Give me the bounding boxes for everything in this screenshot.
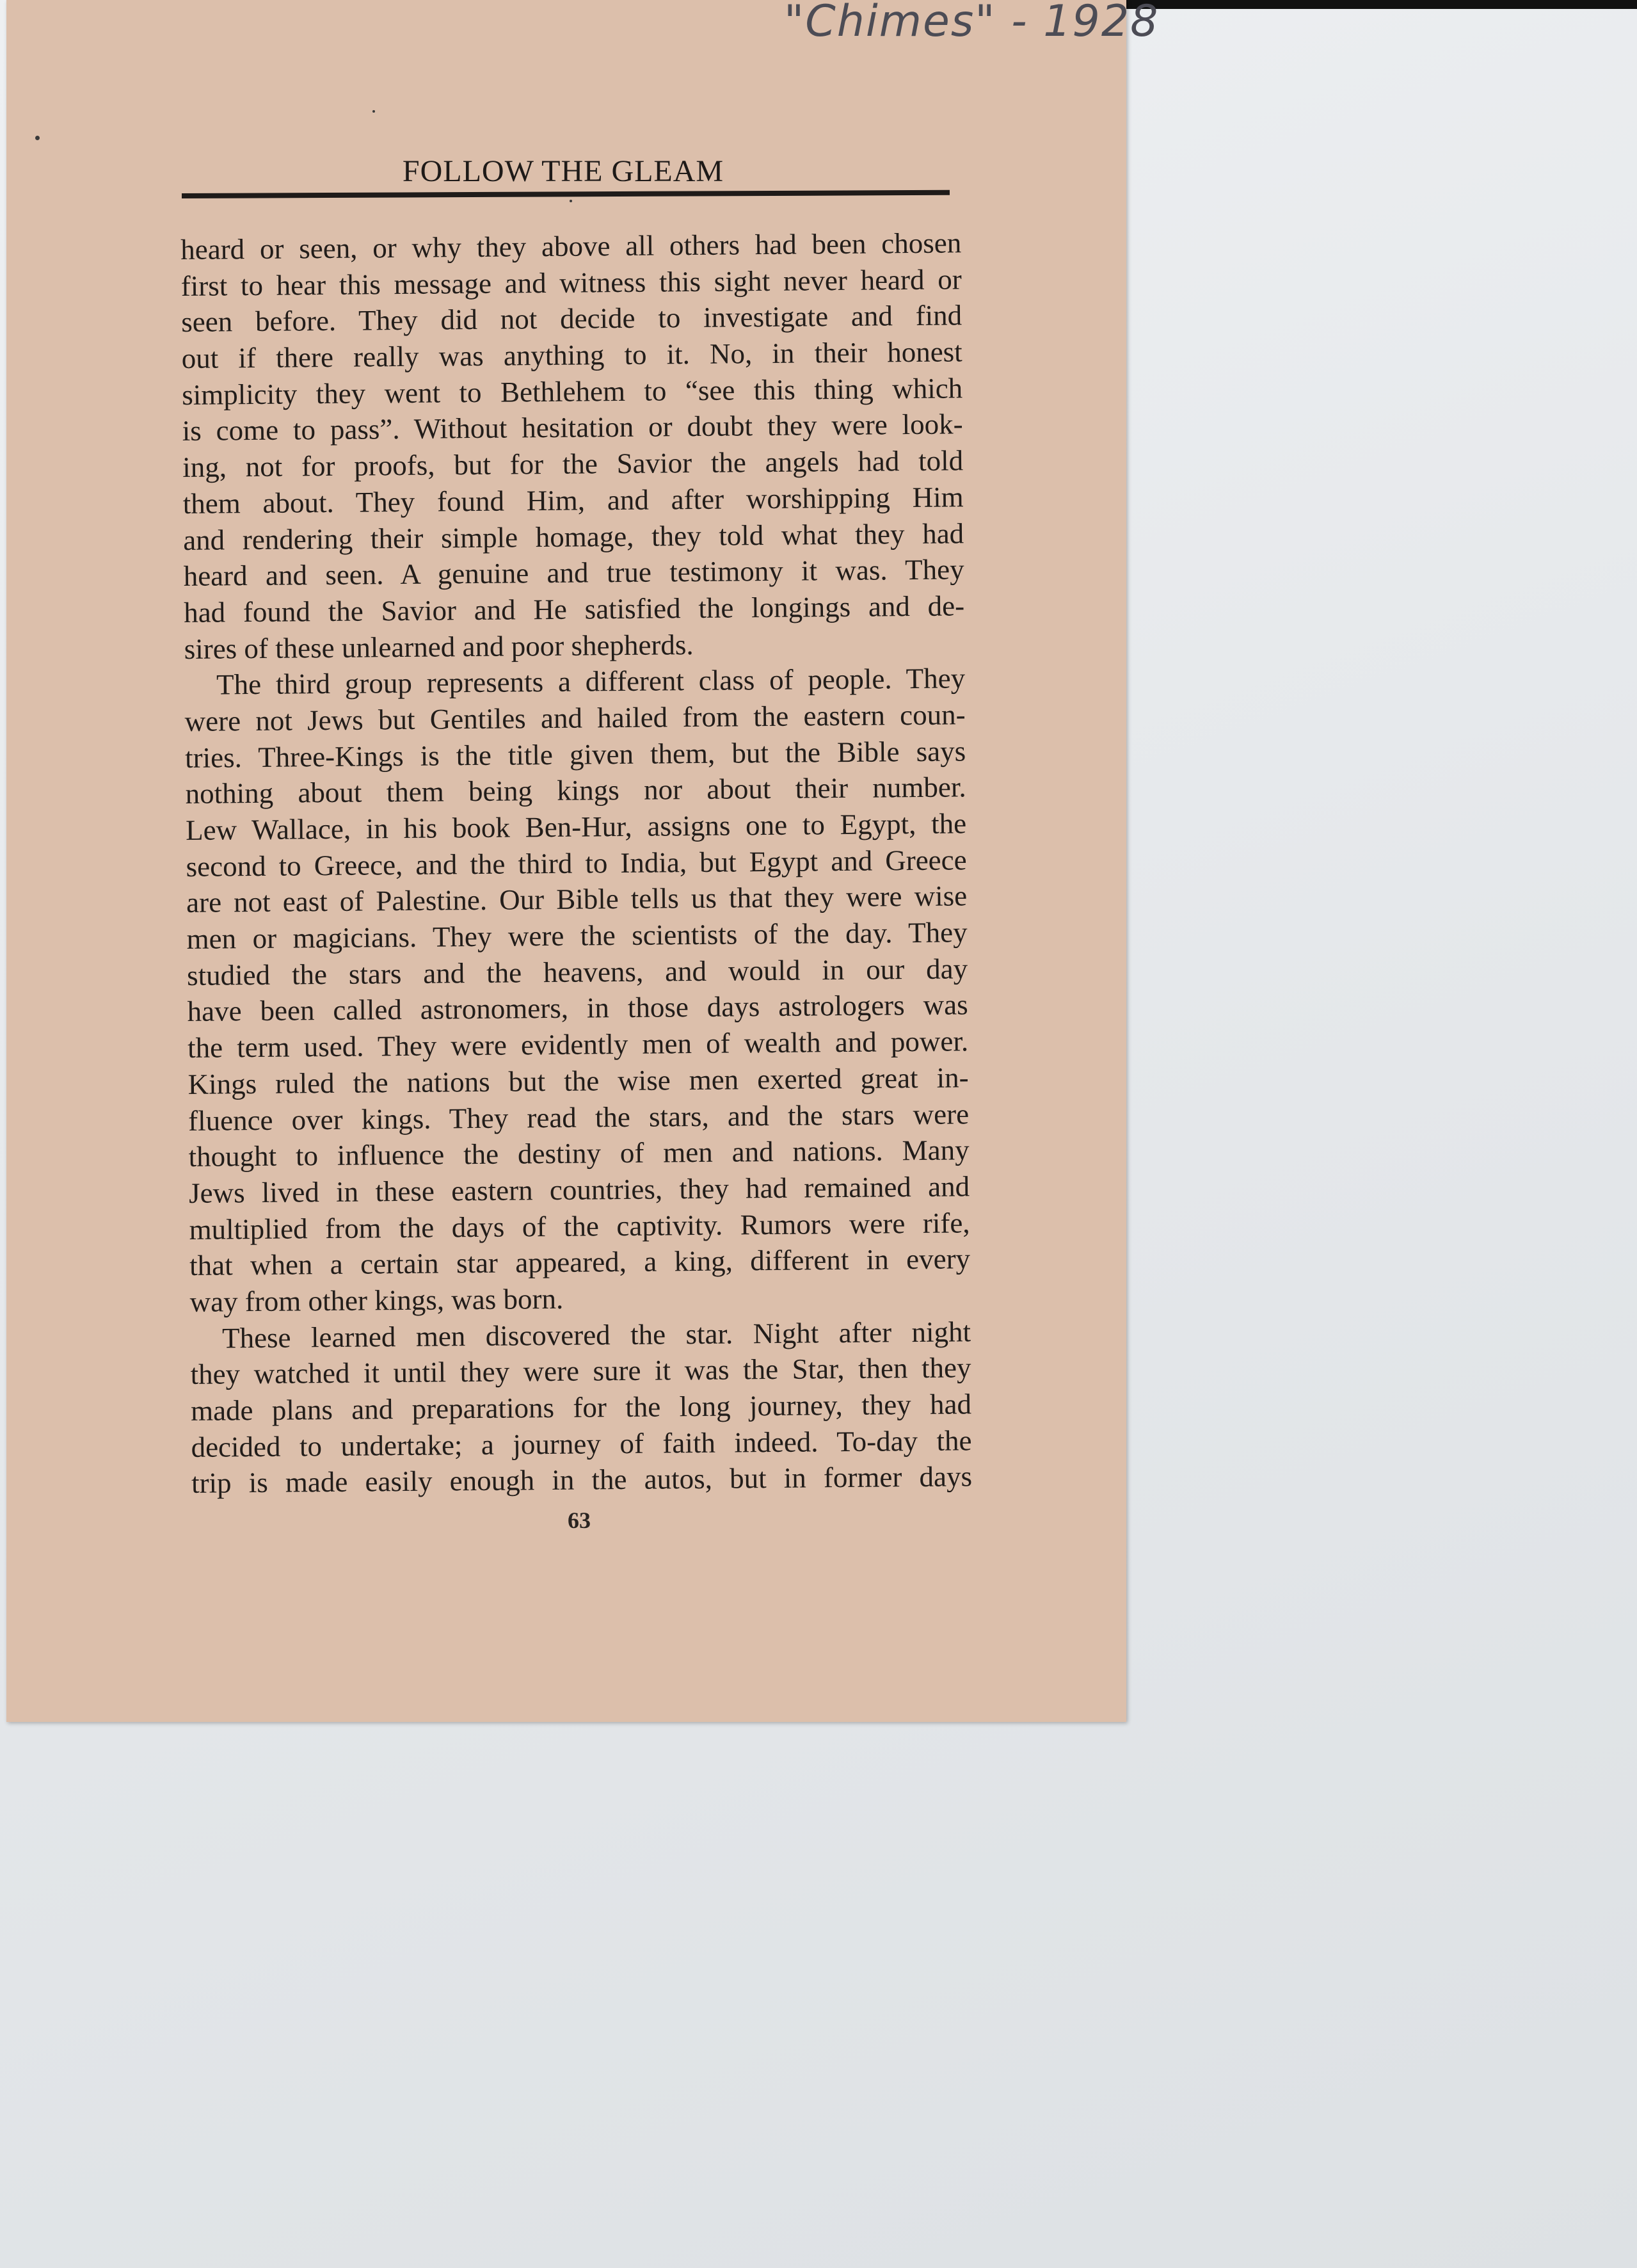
text-line: nothing about them being kings nor about their number.: [185, 771, 966, 810]
page-number: 63: [568, 1508, 591, 1533]
text-line: them about. They found Him, and after worshipping Him: [182, 481, 964, 520]
scanner-edge-shadow: [1114, 0, 1637, 9]
text-line: heard and seen. A genuine and true testimony it was. They: [183, 553, 964, 593]
dust-speck: [570, 200, 572, 202]
text-line: that when a certain star appeared, a king, different in every: [189, 1243, 971, 1282]
text-line: The third group represents a different class of people. They: [216, 662, 966, 701]
text-line: way from other kings, was born.: [189, 1282, 564, 1318]
text-line: first to hear this message and witness this sight never heard or: [180, 263, 962, 302]
text-line: and rendering their simple homage, they told what they had: [182, 517, 964, 556]
head-rule: [182, 190, 950, 198]
text-line: Jews lived in these eastern countries, they had remained and: [188, 1170, 970, 1209]
text-line: the term used. They were evidently men of wealth and power.: [187, 1025, 969, 1065]
book-page: [6, 0, 1160, 1722]
text-line: fluence over kings. They read the stars, and the stars were: [188, 1097, 970, 1137]
text-line: tries. Three-Kings is the title given them, but the Bible says: [184, 734, 966, 774]
text-line: ing, not for proofs, but for the Savior the angels had told: [182, 444, 964, 484]
text-line: simplicity they went to Bethlehem to “see this thing which: [182, 372, 963, 411]
body-text: [180, 225, 972, 1502]
text-line: made plans and preparations for the long journey, they had: [190, 1388, 972, 1427]
handwritten-annotation: "Chimes" - 1928: [784, 0, 1160, 47]
text-line: are not east of Palestine. Our Bible tells us that they were wise: [186, 880, 968, 919]
text-line: have been called astronomers, in those days astrologers was: [187, 988, 968, 1028]
text-line: studied the stars and the heavens, and would in our day: [186, 953, 968, 992]
text-line: out if there really was anything to it. No, in their honest: [181, 335, 962, 375]
text-line: they watched it until they were sure it was the Star, then they: [190, 1351, 971, 1391]
text-line: Kings ruled the nations but the wise men exerted great in-: [188, 1061, 969, 1100]
dust-speck: [35, 136, 40, 140]
text-line: These learned men discovered the star. Night after night: [221, 1315, 971, 1355]
text-line: seen before. They did not decide to investigate and find: [181, 299, 962, 339]
text-line: heard or seen, or why they above all others had been chosen: [180, 227, 962, 266]
text-line: had found the Savior and He satisfied the longings and de-: [183, 590, 965, 629]
text-line: sires of these unlearned and poor shepherds.: [184, 628, 694, 665]
text-line: second to Greece, and the third to India, but Egypt and Greece: [186, 844, 967, 883]
text-line: Lew Wallace, in his book Ben-Hur, assigns one to Egypt, the: [185, 807, 967, 846]
running-head: FOLLOW THE GLEAM: [402, 154, 724, 188]
text-line: thought to influence the destiny of men and nations. Many: [188, 1134, 970, 1173]
text-line: is come to pass”. Without hesitation or doubt they were look-: [182, 408, 963, 447]
text-line: men or magicians. They were the scientists of the day. They: [186, 916, 968, 956]
text-line: were not Jews but Gentiles and hailed from the eastern coun-: [184, 698, 966, 737]
dust-speck: [372, 110, 375, 113]
text-line: trip is made easily enough in the autos, but in former days: [191, 1460, 973, 1500]
text-line: multiplied from the days of the captivity. Rumors were rife,: [189, 1206, 970, 1246]
text-line: decided to undertake; a journey of faith indeed. To-day the: [191, 1424, 972, 1463]
